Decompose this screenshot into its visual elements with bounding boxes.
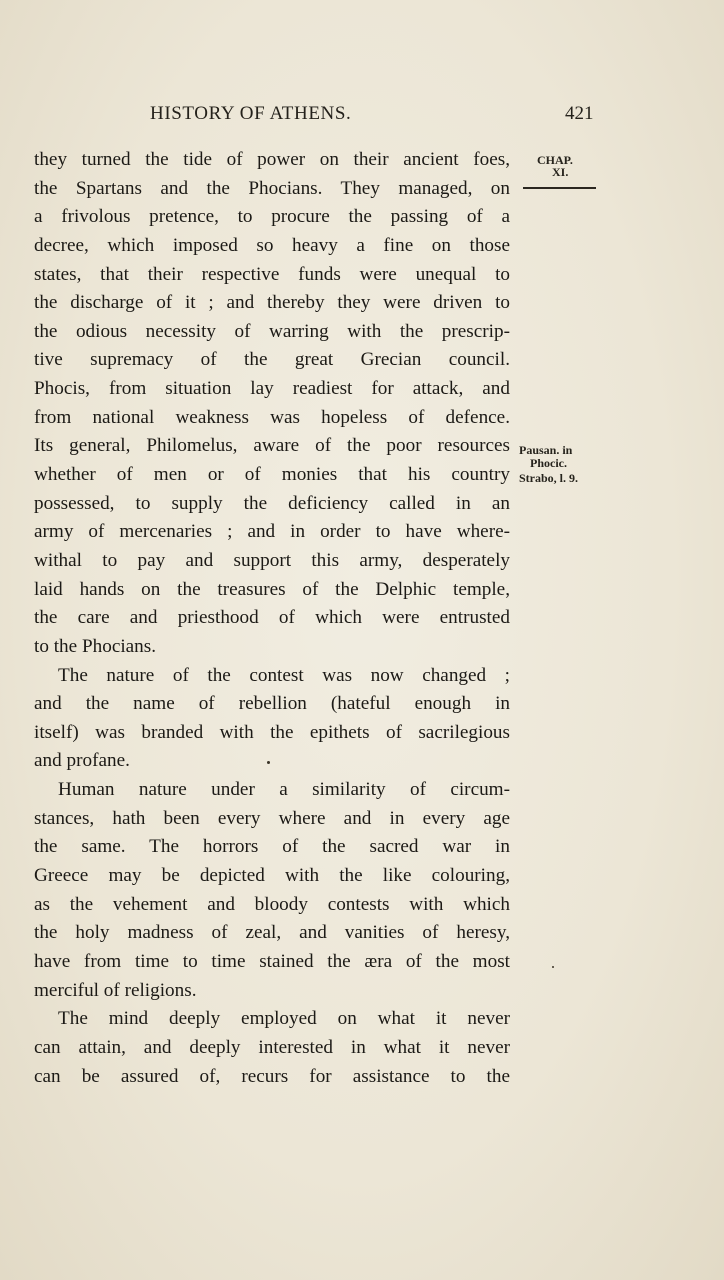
margin-citation-strabo: Strabo, l. 9.: [519, 471, 579, 485]
text-line: the care and priesthood of which were entrusted: [34, 607, 510, 629]
paragraph-1: [34, 146, 510, 662]
text-line: the same. The horrors of the sacred war in: [34, 836, 510, 858]
margin-citation-phocic: Phocic.: [530, 456, 567, 470]
text-line: laid hands on the treasures of the Delphic temple,: [34, 578, 510, 600]
text-line: can attain, and deeply interested in what it never: [34, 1036, 510, 1058]
ink-speck: [552, 966, 554, 968]
margin-citation-pausanias: Pausan. in: [519, 443, 573, 457]
text-line: can be assured of, recurs for assistance to the: [34, 1065, 510, 1087]
text-line: the Spartans and the Phocians. They managed, on: [34, 177, 510, 199]
text-line: Phocis, from situation lay readiest for attack, and: [34, 378, 510, 400]
text-line: army of mercenaries ; and in order to have where-: [34, 521, 510, 543]
text-line: the discharge of it ; and thereby they were driven to: [34, 292, 510, 314]
running-title: HISTORY OF ATHENS.: [150, 103, 352, 124]
text-line: decree, which imposed so heavy a fine on those: [34, 234, 510, 256]
text-line: merciful of religions.: [34, 979, 197, 1001]
text-line: and the name of rebellion (hateful enough in: [34, 693, 510, 715]
text-line: The nature of the contest was now changed ;: [58, 664, 510, 686]
text-line: possessed, to supply the deficiency called in an: [34, 492, 510, 514]
page-number: 421: [565, 103, 594, 124]
chapter-number: XI.: [552, 165, 569, 179]
paragraph-3: [34, 776, 510, 1005]
text-line: The mind deeply employed on what it never: [58, 1008, 510, 1030]
text-line: Greece may be depicted with the like colouring,: [34, 865, 510, 887]
text-line: the holy madness of zeal, and vanities of heresy,: [34, 922, 510, 944]
text-line: tive supremacy of the great Grecian council.: [34, 349, 510, 371]
text-line: the odious necessity of warring with the prescrip-: [34, 320, 510, 342]
paragraph-2: [34, 662, 510, 777]
text-line: they turned the tide of power on their ancient foes,: [34, 149, 510, 170]
text-line: a frivolous pretence, to procure the passing of a: [34, 206, 510, 228]
chapter-rule: [523, 187, 596, 189]
text-line: to the Phocians.: [34, 635, 157, 657]
text-line: and profane.: [34, 750, 130, 772]
text-line: withal to pay and support this army, desperately: [34, 549, 510, 571]
text-line: as the vehement and bloody contests with which: [34, 893, 510, 915]
text-line: Its general, Philomelus, aware of the poor resources: [34, 435, 510, 457]
chapter-label: CHAP.: [537, 153, 573, 167]
text-line: whether of men or of monies that his country: [34, 464, 510, 486]
text-line: states, that their respective funds were unequal to: [34, 263, 510, 285]
ink-speck: [267, 761, 270, 764]
text-line: stances, hath been every where and in every age: [34, 807, 510, 829]
text-line: Human nature under a similarity of circum-: [58, 779, 510, 801]
body-text: [34, 146, 510, 1091]
paragraph-4: [34, 1005, 510, 1091]
text-line: from national weakness was hopeless of defence.: [34, 406, 510, 428]
text-line: itself) was branded with the epithets of sacrilegious: [34, 721, 510, 743]
text-line: have from time to time stained the æra of the most: [34, 950, 510, 972]
